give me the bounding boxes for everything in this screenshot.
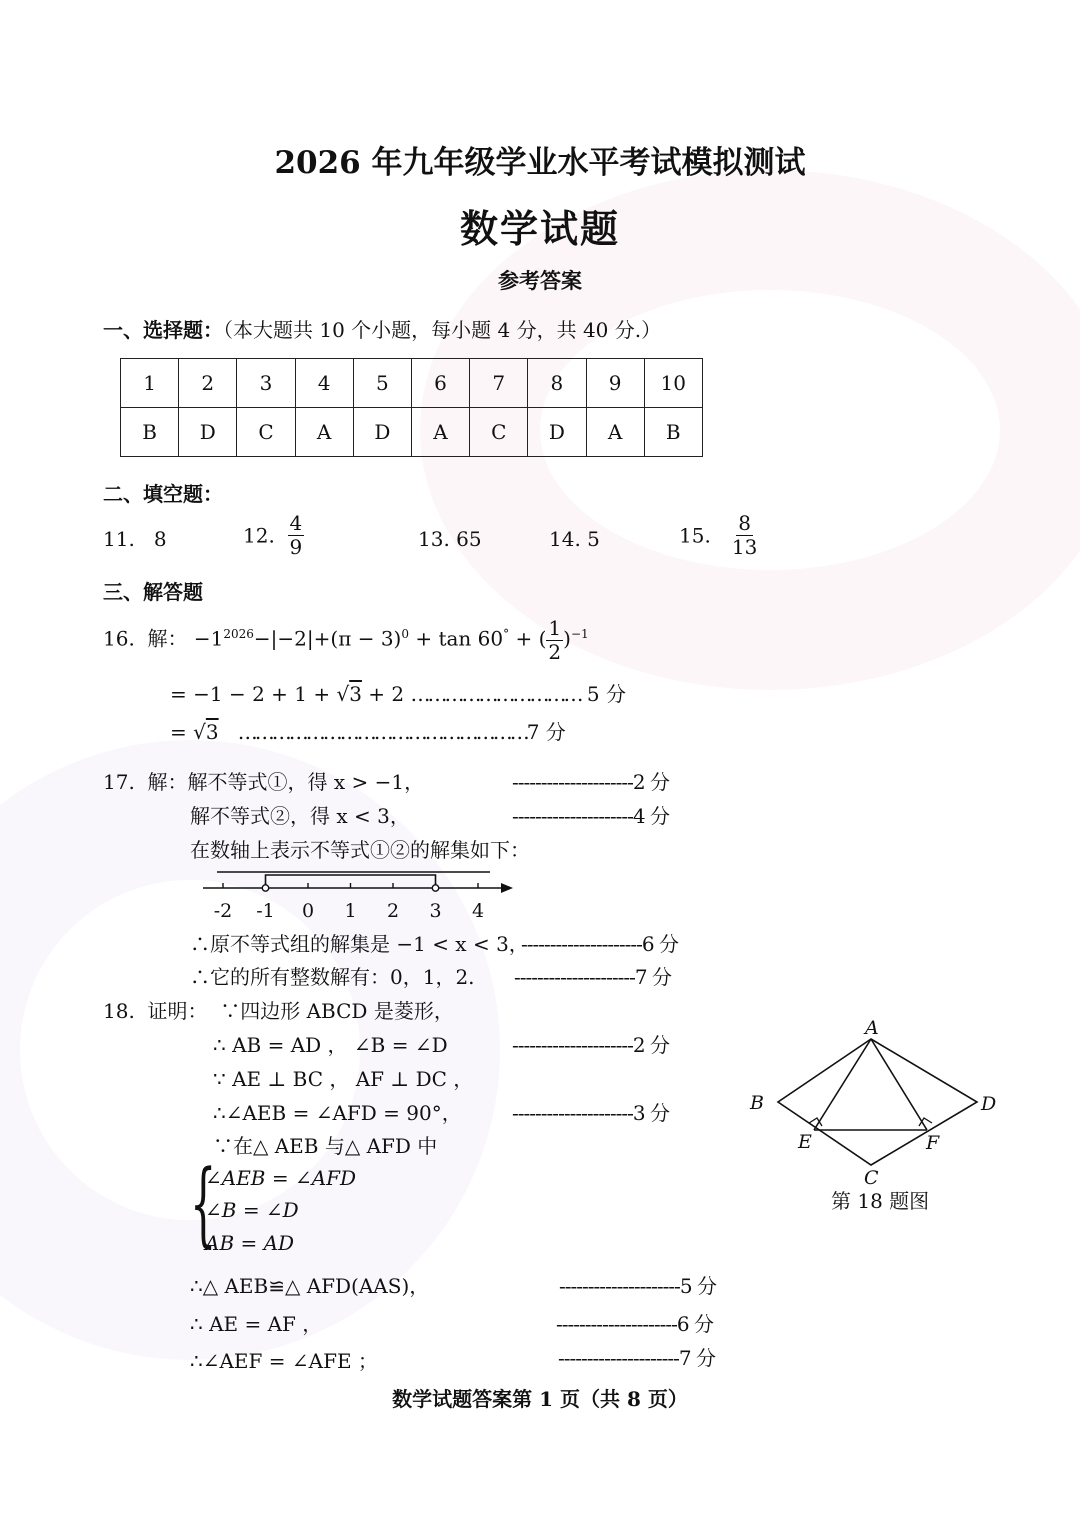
fraction	[730, 512, 759, 559]
sqrt-radicand: 3	[205, 720, 219, 744]
question-number: 17.	[103, 770, 135, 794]
q18-score-2: ---------------------2 分	[512, 1033, 669, 1057]
axis-tick-label: 0	[301, 900, 315, 922]
expr-part: = −1 − 2 + 1 +	[170, 682, 337, 706]
denominator: 9	[289, 535, 303, 559]
numerator: 4	[289, 511, 303, 535]
table-cell: C	[470, 408, 528, 457]
expr-part: =	[170, 720, 194, 744]
figure-caption: 第 18 题图	[831, 1189, 930, 1213]
vertex-label-d: D	[981, 1093, 997, 1115]
sqrt-sign: √	[193, 720, 206, 744]
exam-title: 2026 年九年级学业水平考试模拟测试	[274, 145, 806, 181]
q18-line8: ∴∠AEF = ∠AFE ；	[190, 1349, 378, 1373]
fill-answer-14	[549, 527, 600, 551]
q17-line2: 解不等式②，得 x < 3，	[190, 804, 410, 828]
table-cell: 3	[237, 359, 295, 408]
q17-score-6: ---------------------6 分	[521, 932, 678, 956]
table-cell: D	[528, 408, 586, 457]
table-cell: 4	[295, 359, 353, 408]
answer-value: 5	[587, 527, 600, 551]
open-endpoint	[262, 885, 268, 891]
step-text: 解不等式①，得 x > −1，	[187, 770, 425, 794]
question-number: 13.	[418, 527, 450, 551]
expr-part: )	[563, 626, 571, 651]
fraction	[288, 512, 305, 559]
table-cell: A	[586, 408, 644, 457]
segment-af	[871, 1039, 927, 1130]
system-eq3: AB = AD	[205, 1231, 295, 1255]
axis-arrow	[501, 883, 513, 893]
point-label-e: E	[798, 1131, 812, 1153]
q17-score-7: ---------------------7 分	[514, 965, 671, 989]
section3-heading: 三、解答题	[103, 580, 203, 604]
q18-line2: ∴ AB = AD ， ∠B = ∠D	[213, 1033, 448, 1057]
axis-tick-label: -2	[213, 900, 233, 922]
expr-part: −|−2|+(π − 3)	[253, 626, 402, 651]
expr-part: + tan 60	[408, 626, 504, 651]
q16-step2	[170, 716, 566, 745]
fill-answer-15	[679, 512, 759, 559]
q18-line5: ∵在△ AEB 与△ AFD 中	[213, 1134, 438, 1158]
section1-title: 一、选择题：	[103, 318, 223, 342]
table-cell: 8	[528, 359, 586, 408]
fill-answer-11	[103, 527, 167, 551]
subject-title: 数学试题	[459, 206, 620, 251]
section1-note: （本大题共 10 个小题，每小题 4 分，共 40 分.）	[223, 318, 662, 342]
exponent: −1	[570, 627, 589, 641]
sqrt-sign: √	[336, 682, 350, 706]
table-cell: 7	[470, 359, 528, 408]
question-number: 14.	[549, 527, 581, 551]
question-number: 15.	[679, 523, 711, 548]
vertex-label-b: B	[750, 1092, 764, 1114]
exponent: 2026	[223, 627, 254, 641]
solution-label: 解：	[147, 626, 188, 651]
table-cell: 1	[121, 359, 179, 408]
exponent: 0	[401, 627, 409, 641]
solution-label: 解：	[147, 770, 188, 794]
expr-part: −1	[193, 626, 224, 651]
q17-conclusion1: ∴原不等式组的解集是 −1 < x < 3，	[190, 932, 529, 956]
answer-key-title: 参考答案	[498, 268, 582, 293]
table-cell: C	[237, 408, 295, 457]
q18-score-5: ---------------------5 分	[559, 1274, 716, 1298]
section2-heading: 二、填空题：	[103, 482, 223, 506]
answer-value: 8	[153, 527, 167, 551]
q18-line3: ∵ AE ⊥ BC ， AF ⊥ DC ，	[213, 1067, 474, 1091]
q18-score-6: ---------------------6 分	[556, 1312, 713, 1336]
denominator: 2	[548, 639, 562, 664]
exponent: °	[503, 627, 510, 641]
table-row-answers	[121, 408, 703, 457]
table-cell: B	[121, 408, 179, 457]
sqrt-radicand: 3	[349, 682, 362, 706]
number-line	[195, 864, 525, 926]
open-endpoint	[432, 885, 438, 891]
vertex-label-c: C	[864, 1167, 879, 1189]
system-brace: {	[190, 1150, 217, 1257]
section1-heading	[103, 314, 661, 343]
table-cell: 6	[411, 359, 469, 408]
axis-tick-label: 1	[344, 900, 357, 922]
score: 7 分	[526, 720, 566, 744]
axis-tick-label: 2	[386, 900, 400, 922]
q18-score-7: ---------------------7 分	[558, 1346, 715, 1370]
q16-step1	[170, 678, 626, 707]
numerator: 8	[738, 511, 751, 535]
expr-part: + (	[509, 626, 547, 651]
table-cell: 5	[353, 359, 411, 408]
point-label-f: F	[926, 1132, 940, 1154]
proof-step: ∵四边形 ABCD 是菱形，	[220, 999, 454, 1023]
fill-answer-12	[243, 512, 304, 559]
question-number: 16.	[103, 626, 135, 651]
table-cell: 10	[644, 359, 702, 408]
table-cell: D	[353, 408, 411, 457]
table-cell: A	[295, 408, 353, 457]
q17-line1	[103, 766, 424, 795]
q16-expression	[103, 612, 589, 664]
answer-value: 65	[456, 527, 482, 551]
fill-answer-13	[418, 527, 482, 551]
segment-ae	[814, 1039, 871, 1130]
expr-part: + 2	[361, 682, 405, 706]
system-eq1: ∠AEB = ∠AFD	[205, 1166, 357, 1190]
rhombus-figure	[740, 1015, 1010, 1190]
dot-leader: …………………………	[410, 682, 581, 706]
denominator: 13	[731, 535, 758, 559]
q18-line6: ∴△ AEB≌△ AFD(AAS)，	[190, 1274, 430, 1298]
fraction	[546, 617, 563, 664]
q18-line1	[103, 995, 454, 1024]
q17-score-4: ---------------------4 分	[512, 804, 669, 828]
q18-score-3: ---------------------3 分	[512, 1101, 669, 1125]
numerator: 1	[548, 615, 562, 640]
question-number: 11.	[103, 527, 135, 551]
q17-line3: 在数轴上表示不等式①②的解集如下：	[190, 838, 530, 862]
choice-answer-table	[120, 358, 703, 457]
table-row-numbers	[121, 359, 703, 408]
table-cell: B	[644, 408, 702, 457]
question-number: 12.	[243, 523, 275, 548]
table-cell: 9	[586, 359, 644, 408]
score: 5 分	[586, 682, 626, 706]
axis-tick-label: 4	[471, 900, 485, 922]
proof-label: 证明：	[147, 999, 208, 1023]
q17-score-2: ---------------------2 分	[512, 770, 669, 794]
page-footer: 数学试题答案第 1 页（共 8 页）	[392, 1387, 688, 1411]
system-eq2: ∠B = ∠D	[205, 1198, 299, 1222]
axis-tick-label: -1	[256, 900, 275, 922]
q18-line4: ∴∠AEB = ∠AFD = 90°，	[213, 1101, 462, 1125]
table-cell: D	[179, 408, 237, 457]
axis-tick-label: 3	[429, 900, 442, 922]
table-cell: 2	[179, 359, 237, 408]
q17-conclusion2: ∴它的所有整数解有：0，1，2.	[190, 965, 475, 989]
question-number: 18.	[103, 999, 135, 1023]
q18-line7: ∴ AE = AF ，	[190, 1312, 323, 1336]
vertex-label-a: A	[865, 1017, 879, 1039]
table-cell: A	[411, 408, 469, 457]
dot-leader: ……………………………………………	[237, 720, 527, 744]
axis-tick-labels	[214, 900, 484, 922]
